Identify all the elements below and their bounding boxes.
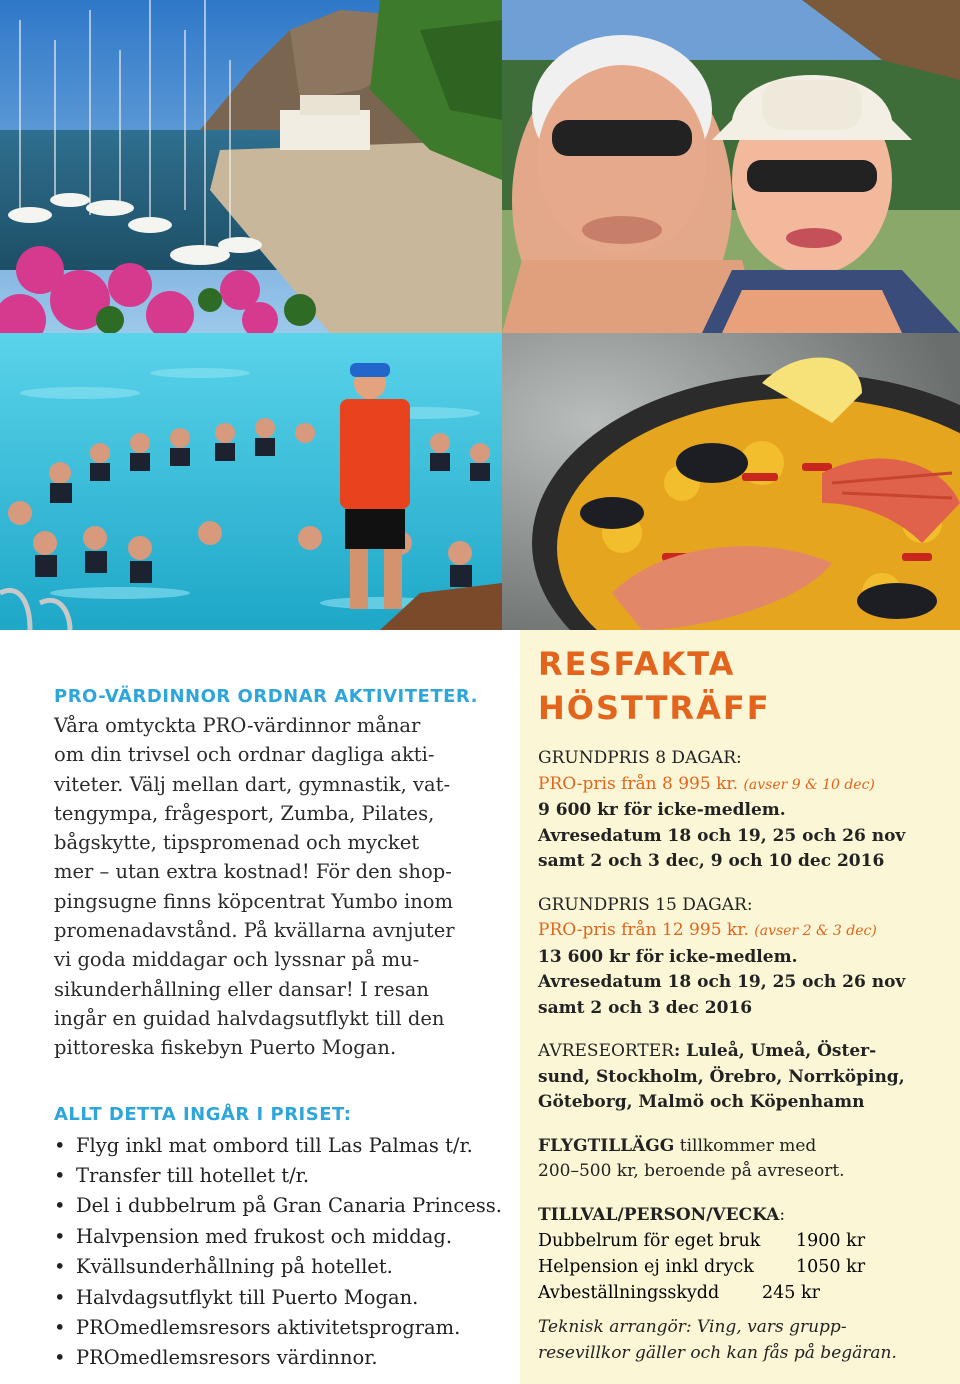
arranger-note — [538, 1314, 950, 1366]
activities-title: PRO-VÄRDINNOR ORDNAR AKTIVITETER. — [54, 686, 478, 707]
option-row — [538, 1254, 950, 1280]
activities-line: sikunderhållning eller dansar! I resan — [54, 977, 429, 1001]
colon: : — [746, 894, 753, 915]
nonmember-price-8: 9 600 kr för icke-medlem. — [538, 800, 786, 820]
colon: : — [779, 1204, 786, 1225]
activities-text — [54, 711, 504, 1063]
activities-line: promenadavstånd. På kvällarna avnjuter — [54, 919, 455, 943]
option-label: Dubbelrum för eget bruk — [538, 1231, 761, 1251]
activities-line: mer – utan extra kostnad! För den shop- — [54, 860, 452, 884]
dates-8-line1: Avresedatum 18 och 19, 25 och 26 nov — [538, 825, 906, 846]
departure-heading: AVRESEORTER — [538, 1041, 674, 1061]
departure-line2: sund, Stockholm, Örebro, Norrköping, — [538, 1066, 905, 1087]
colon: : — [736, 748, 742, 768]
flight-line2: 200–500 kr, beroende på avreseort. — [538, 1161, 845, 1181]
activities-line: Våra omtyckta PRO-värdinnor månar — [54, 714, 421, 737]
included-list — [54, 1131, 504, 1374]
arranger-line2: resevillkor gäller och kan fås på begäran. — [538, 1343, 897, 1363]
flight-heading: FLYGTILLÄGG — [538, 1135, 675, 1156]
dates-8-line2: samt 2 och 3 dec, 9 och 10 dec 2016 — [538, 851, 885, 871]
option-label: Avbeställningsskydd — [538, 1283, 720, 1303]
option-price: 1900 kr — [796, 1231, 866, 1251]
activities-line: bågskytte, tipspromenad och mycket — [54, 831, 420, 855]
option-row — [538, 1280, 950, 1306]
dates-15-line2: samt 2 och 3 dec 2016 — [538, 997, 753, 1018]
list-item: • Flyg inkl mat ombord till Las Palmas t/r. — [54, 1131, 504, 1161]
options — [538, 1203, 950, 1307]
flight-supplement — [538, 1134, 950, 1185]
departure-line1: : Luleå, Umeå, Öster- — [673, 1041, 877, 1061]
price-15-days — [538, 893, 950, 1022]
included-title: ALLT DETTA INGÅR I PRISET: — [54, 1103, 352, 1125]
activities-line: pingsugne finns köpcentrat Yumbo inom — [54, 889, 453, 913]
dates-15-line1: Avresedatum 18 och 19, 25 och 26 nov — [538, 972, 906, 992]
facts-panel — [520, 630, 960, 1384]
left-column — [54, 683, 504, 1374]
activities-line: pittoreska fiskebyn Puerto Mogan. — [54, 1036, 397, 1060]
pro-price-8: PRO-pris från 8 995 kr. — [538, 773, 739, 794]
list-item: • PROmedlemsresors värdinnor. — [54, 1343, 504, 1373]
departure-line3: Göteborg, Malmö och Köpenhamn — [538, 1092, 865, 1112]
list-item: • Halvdagsutflykt till Puerto Mogan. — [54, 1283, 504, 1313]
option-row — [538, 1228, 950, 1254]
paella-photo — [502, 333, 960, 630]
list-item: • Kvällsunderhållning på hotellet. — [54, 1252, 504, 1282]
nonmember-price-15: 13 600 kr för icke-medlem. — [538, 946, 798, 967]
activities-line: ingår en guidad halvdagsutflykt till den — [54, 1006, 445, 1030]
activities-line: vi goda middagar och lyssnar på mu- — [54, 948, 420, 972]
departure-cities — [538, 1039, 950, 1116]
arranger-line1: Teknisk arrangör: Ving, vars grupp- — [538, 1317, 847, 1337]
pro-price-15: PRO-pris från 12 995 kr. — [538, 920, 749, 940]
list-item: • PROmedlemsresors aktivitetsprogram. — [54, 1313, 504, 1343]
list-item: • Transfer till hotellet t/r. — [54, 1161, 504, 1191]
option-label: Helpension ej inkl dryck — [538, 1257, 754, 1277]
activities-line: tengympa, frågesport, Zumba, Pilates, — [54, 801, 435, 825]
harbor-photo — [0, 0, 502, 333]
price-8-days — [538, 746, 950, 875]
option-price: 245 kr — [762, 1283, 820, 1303]
option-price: 1050 kr — [796, 1257, 866, 1277]
couple-photo — [502, 0, 960, 333]
list-item: • Halvpension med frukost och middag. — [54, 1222, 504, 1252]
list-item: • Del i dubbelrum på Gran Canaria Princess. — [54, 1191, 504, 1221]
price-15-heading: GRUNDPRIS 15 DAGAR — [538, 894, 747, 915]
flight-line1: tillkommer med — [674, 1135, 817, 1156]
pool-gym-photo — [0, 333, 502, 630]
price-8-heading: GRUNDPRIS 8 DAGAR — [538, 748, 736, 768]
activities-line: viteter. Välj mellan dart, gymnastik, vat- — [54, 772, 451, 796]
price-8-note: (avser 9 & 10 dec) — [743, 776, 875, 793]
panel-title: RESFAKTA HÖSTTRÄFF — [538, 645, 771, 727]
activities-line: om din trivsel och ordnar dagliga akti- — [54, 743, 435, 767]
price-15-note: (avser 2 & 3 dec) — [754, 923, 877, 939]
options-heading: TILLVAL/PERSON/VECKA — [538, 1204, 780, 1225]
